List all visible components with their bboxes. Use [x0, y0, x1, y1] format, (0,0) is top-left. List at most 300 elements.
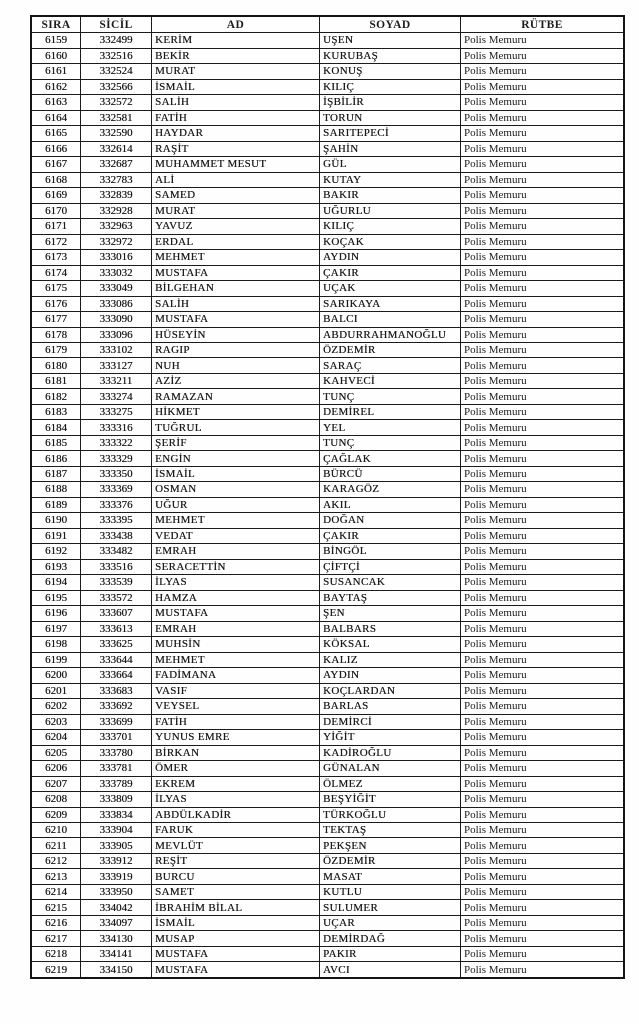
cell-ad: ENGİN: [152, 451, 320, 466]
cell-rutbe: Polis Memuru: [461, 513, 625, 528]
cell-sira: 6203: [31, 714, 81, 729]
table-row: [31, 296, 624, 311]
table-row: [31, 606, 624, 621]
cell-soyad: AYDIN: [320, 250, 461, 265]
cell-soyad: BÜRCÜ: [320, 466, 461, 481]
table-row: [31, 869, 624, 884]
cell-soyad: DEMİRDAĞ: [320, 931, 461, 946]
cell-sicil: 334150: [81, 962, 152, 978]
cell-sira: 6206: [31, 761, 81, 776]
cell-soyad: KUTLU: [320, 884, 461, 899]
cell-sira: 6179: [31, 342, 81, 357]
cell-ad: VASIF: [152, 683, 320, 698]
cell-ad: SERACETTİN: [152, 559, 320, 574]
cell-sira: 6191: [31, 528, 81, 543]
cell-rutbe: Polis Memuru: [461, 234, 625, 249]
cell-sira: 6161: [31, 64, 81, 79]
cell-sira: 6168: [31, 172, 81, 187]
table-row: [31, 404, 624, 419]
table-row: [31, 312, 624, 327]
cell-ad: MEHMET: [152, 652, 320, 667]
cell-ad: RAGIP: [152, 342, 320, 357]
cell-sicil: 333090: [81, 312, 152, 327]
cell-rutbe: Polis Memuru: [461, 559, 625, 574]
cell-sira: 6199: [31, 652, 81, 667]
cell-sicil: 333032: [81, 265, 152, 280]
cell-soyad: KALIZ: [320, 652, 461, 667]
cell-rutbe: Polis Memuru: [461, 838, 625, 853]
cell-soyad: TUNÇ: [320, 435, 461, 450]
table-row: [31, 281, 624, 296]
cell-ad: RAMAZAN: [152, 389, 320, 404]
cell-ad: SALİH: [152, 296, 320, 311]
cell-ad: İBRAHİM BİLAL: [152, 900, 320, 915]
cell-soyad: BALCI: [320, 312, 461, 327]
table-row: [31, 358, 624, 373]
cell-sicil: 333809: [81, 792, 152, 807]
header-row: [31, 16, 624, 33]
cell-sicil: 333701: [81, 730, 152, 745]
cell-sira: 6190: [31, 513, 81, 528]
cell-rutbe: Polis Memuru: [461, 404, 625, 419]
cell-soyad: SARITEPECİ: [320, 126, 461, 141]
cell-rutbe: Polis Memuru: [461, 296, 625, 311]
cell-soyad: BALBARS: [320, 621, 461, 636]
cell-ad: YUNUS EMRE: [152, 730, 320, 745]
cell-ad: EMRAH: [152, 621, 320, 636]
cell-ad: EKREM: [152, 776, 320, 791]
cell-ad: FATİH: [152, 110, 320, 125]
table-row: [31, 853, 624, 868]
cell-sira: 6211: [31, 838, 81, 853]
table-row: [31, 544, 624, 559]
cell-sicil: 333350: [81, 466, 152, 481]
table-row: [31, 451, 624, 466]
cell-sira: 6177: [31, 312, 81, 327]
table-row: [31, 234, 624, 249]
table-row: [31, 141, 624, 156]
cell-sicil: 332614: [81, 141, 152, 156]
column-header-rutbe: RÜTBE: [461, 16, 625, 33]
cell-rutbe: Polis Memuru: [461, 884, 625, 899]
cell-soyad: PEKŞEN: [320, 838, 461, 853]
cell-sira: 6162: [31, 79, 81, 94]
table-row: [31, 95, 624, 110]
cell-soyad: UÇAR: [320, 915, 461, 930]
cell-ad: BİLGEHAN: [152, 281, 320, 296]
cell-ad: İSMAİL: [152, 79, 320, 94]
table-row: [31, 807, 624, 822]
cell-sira: 6166: [31, 141, 81, 156]
cell-sicil: 333482: [81, 544, 152, 559]
table-row: [31, 838, 624, 853]
cell-rutbe: Polis Memuru: [461, 327, 625, 342]
cell-soyad: ÖZDEMİR: [320, 342, 461, 357]
cell-sicil: 333904: [81, 823, 152, 838]
cell-ad: ALİ: [152, 172, 320, 187]
table-row: [31, 931, 624, 946]
cell-rutbe: Polis Memuru: [461, 528, 625, 543]
cell-sicil: 333664: [81, 668, 152, 683]
table-row: [31, 714, 624, 729]
cell-soyad: DOĞAN: [320, 513, 461, 528]
cell-sicil: 333127: [81, 358, 152, 373]
cell-soyad: BEŞYİĞİT: [320, 792, 461, 807]
cell-ad: ABDÜLKADİR: [152, 807, 320, 822]
cell-ad: REŞİT: [152, 853, 320, 868]
cell-soyad: ŞAHİN: [320, 141, 461, 156]
cell-ad: ÖMER: [152, 761, 320, 776]
cell-soyad: ÖLMEZ: [320, 776, 461, 791]
cell-sicil: 333781: [81, 761, 152, 776]
table-row: [31, 497, 624, 512]
cell-rutbe: Polis Memuru: [461, 699, 625, 714]
cell-ad: MUSTAFA: [152, 946, 320, 961]
table-row: [31, 792, 624, 807]
cell-ad: VEYSEL: [152, 699, 320, 714]
cell-ad: RAŞİT: [152, 141, 320, 156]
table-row: [31, 683, 624, 698]
cell-soyad: KÖKSAL: [320, 637, 461, 652]
cell-rutbe: Polis Memuru: [461, 373, 625, 388]
cell-rutbe: Polis Memuru: [461, 668, 625, 683]
cell-soyad: KARAGÖZ: [320, 482, 461, 497]
cell-sicil: 333086: [81, 296, 152, 311]
cell-rutbe: Polis Memuru: [461, 652, 625, 667]
cell-soyad: İŞBİLİR: [320, 95, 461, 110]
cell-rutbe: Polis Memuru: [461, 915, 625, 930]
cell-sicil: 333905: [81, 838, 152, 853]
cell-sira: 6201: [31, 683, 81, 698]
cell-rutbe: Polis Memuru: [461, 172, 625, 187]
cell-sira: 6210: [31, 823, 81, 838]
cell-sira: 6217: [31, 931, 81, 946]
cell-rutbe: Polis Memuru: [461, 435, 625, 450]
cell-soyad: PAKIR: [320, 946, 461, 961]
table-row: [31, 528, 624, 543]
cell-rutbe: Polis Memuru: [461, 853, 625, 868]
cell-sicil: 333789: [81, 776, 152, 791]
cell-soyad: SUSANCAK: [320, 575, 461, 590]
table-row: [31, 590, 624, 605]
cell-sicil: 332516: [81, 48, 152, 63]
cell-soyad: ABDURRAHMANOĞLU: [320, 327, 461, 342]
cell-ad: MURAT: [152, 203, 320, 218]
cell-rutbe: Polis Memuru: [461, 823, 625, 838]
cell-soyad: ÇAKIR: [320, 265, 461, 280]
cell-ad: TUĞRUL: [152, 420, 320, 435]
cell-sira: 6176: [31, 296, 81, 311]
cell-soyad: KOÇLARDAN: [320, 683, 461, 698]
cell-sira: 6186: [31, 451, 81, 466]
table-row: [31, 776, 624, 791]
cell-ad: MEHMET: [152, 513, 320, 528]
cell-rutbe: Polis Memuru: [461, 466, 625, 481]
cell-ad: MUSTAFA: [152, 962, 320, 978]
cell-sicil: 333699: [81, 714, 152, 729]
cell-sira: 6185: [31, 435, 81, 450]
cell-sicil: 333516: [81, 559, 152, 574]
cell-sicil: 332963: [81, 219, 152, 234]
table-row: [31, 435, 624, 450]
cell-sicil: 333395: [81, 513, 152, 528]
cell-rutbe: Polis Memuru: [461, 637, 625, 652]
cell-ad: BEKİR: [152, 48, 320, 63]
personnel-roster-table: [30, 15, 625, 979]
column-header-soyad: SOYAD: [320, 16, 461, 33]
cell-rutbe: Polis Memuru: [461, 157, 625, 172]
cell-sicil: 332590: [81, 126, 152, 141]
cell-ad: BİRKAN: [152, 745, 320, 760]
cell-ad: İLYAS: [152, 792, 320, 807]
table-row: [31, 342, 624, 357]
table-row: [31, 33, 624, 48]
cell-soyad: KOÇAK: [320, 234, 461, 249]
cell-sira: 6214: [31, 884, 81, 899]
cell-sira: 6193: [31, 559, 81, 574]
cell-sira: 6197: [31, 621, 81, 636]
cell-sicil: 333834: [81, 807, 152, 822]
cell-soyad: YİĞİT: [320, 730, 461, 745]
cell-sira: 6183: [31, 404, 81, 419]
table-row: [31, 482, 624, 497]
cell-sicil: 333950: [81, 884, 152, 899]
cell-sira: 6195: [31, 590, 81, 605]
cell-ad: MUSTAFA: [152, 606, 320, 621]
cell-sira: 6215: [31, 900, 81, 915]
cell-soyad: TUNÇ: [320, 389, 461, 404]
table-row: [31, 466, 624, 481]
cell-ad: MUSTAFA: [152, 265, 320, 280]
cell-soyad: BİNGÖL: [320, 544, 461, 559]
table-row: [31, 203, 624, 218]
cell-sicil: 333912: [81, 853, 152, 868]
cell-ad: İSMAİL: [152, 466, 320, 481]
cell-sicil: 334141: [81, 946, 152, 961]
cell-rutbe: Polis Memuru: [461, 776, 625, 791]
cell-sira: 6163: [31, 95, 81, 110]
table-row: [31, 652, 624, 667]
cell-rutbe: Polis Memuru: [461, 312, 625, 327]
table-row: [31, 250, 624, 265]
cell-sira: 6182: [31, 389, 81, 404]
cell-sira: 6160: [31, 48, 81, 63]
cell-sicil: 334042: [81, 900, 152, 915]
cell-sira: 6188: [31, 482, 81, 497]
cell-sicil: 333683: [81, 683, 152, 698]
cell-soyad: AKIL: [320, 497, 461, 512]
cell-rutbe: Polis Memuru: [461, 714, 625, 729]
cell-sira: 6167: [31, 157, 81, 172]
table-row: [31, 389, 624, 404]
table-row: [31, 513, 624, 528]
cell-rutbe: Polis Memuru: [461, 962, 625, 978]
cell-sicil: 333102: [81, 342, 152, 357]
cell-sira: 6170: [31, 203, 81, 218]
cell-rutbe: Polis Memuru: [461, 807, 625, 822]
cell-ad: OSMAN: [152, 482, 320, 497]
cell-sicil: 333919: [81, 869, 152, 884]
cell-ad: KERİM: [152, 33, 320, 48]
cell-soyad: SARAÇ: [320, 358, 461, 373]
cell-sira: 6207: [31, 776, 81, 791]
cell-soyad: KUTAY: [320, 172, 461, 187]
cell-ad: HAMZA: [152, 590, 320, 605]
cell-soyad: BAYTAŞ: [320, 590, 461, 605]
table-row: [31, 575, 624, 590]
cell-sira: 6180: [31, 358, 81, 373]
table-row: [31, 219, 624, 234]
cell-ad: MEHMET: [152, 250, 320, 265]
cell-rutbe: Polis Memuru: [461, 219, 625, 234]
table-row: [31, 745, 624, 760]
cell-soyad: KAHVECİ: [320, 373, 461, 388]
cell-sira: 6175: [31, 281, 81, 296]
cell-sira: 6181: [31, 373, 81, 388]
cell-ad: HÜSEYİN: [152, 327, 320, 342]
cell-ad: FARUK: [152, 823, 320, 838]
cell-sicil: 333049: [81, 281, 152, 296]
cell-rutbe: Polis Memuru: [461, 761, 625, 776]
cell-soyad: BARLAS: [320, 699, 461, 714]
column-header-sira: SIRA: [31, 16, 81, 33]
cell-ad: EMRAH: [152, 544, 320, 559]
cell-ad: BURCU: [152, 869, 320, 884]
cell-sicil: 334097: [81, 915, 152, 930]
cell-sicil: 333607: [81, 606, 152, 621]
table-row: [31, 373, 624, 388]
cell-sira: 6165: [31, 126, 81, 141]
cell-soyad: SARIKAYA: [320, 296, 461, 311]
table-row: [31, 64, 624, 79]
cell-soyad: KILIÇ: [320, 219, 461, 234]
table-row: [31, 668, 624, 683]
cell-soyad: TEKTAŞ: [320, 823, 461, 838]
cell-sira: 6205: [31, 745, 81, 760]
table-row: [31, 900, 624, 915]
cell-sicil: 333316: [81, 420, 152, 435]
table-row: [31, 946, 624, 961]
cell-ad: SAMED: [152, 188, 320, 203]
cell-rutbe: Polis Memuru: [461, 497, 625, 512]
cell-sira: 6216: [31, 915, 81, 930]
cell-rutbe: Polis Memuru: [461, 869, 625, 884]
cell-rutbe: Polis Memuru: [461, 95, 625, 110]
cell-soyad: AYDIN: [320, 668, 461, 683]
table-row: [31, 79, 624, 94]
table-row: [31, 172, 624, 187]
cell-sira: 6202: [31, 699, 81, 714]
cell-rutbe: Polis Memuru: [461, 900, 625, 915]
cell-sira: 6194: [31, 575, 81, 590]
cell-sira: 6178: [31, 327, 81, 342]
cell-rutbe: Polis Memuru: [461, 544, 625, 559]
cell-ad: İSMAİL: [152, 915, 320, 930]
cell-sira: 6164: [31, 110, 81, 125]
cell-sira: 6198: [31, 637, 81, 652]
cell-sicil: 332524: [81, 64, 152, 79]
cell-soyad: KADİROĞLU: [320, 745, 461, 760]
cell-rutbe: Polis Memuru: [461, 389, 625, 404]
cell-soyad: ÇİFTÇİ: [320, 559, 461, 574]
table-row: [31, 157, 624, 172]
cell-soyad: ÖZDEMİR: [320, 853, 461, 868]
cell-soyad: SULUMER: [320, 900, 461, 915]
cell-sicil: 333572: [81, 590, 152, 605]
cell-rutbe: Polis Memuru: [461, 141, 625, 156]
table-row: [31, 761, 624, 776]
cell-sira: 6212: [31, 853, 81, 868]
cell-rutbe: Polis Memuru: [461, 126, 625, 141]
table-row: [31, 110, 624, 125]
cell-rutbe: Polis Memuru: [461, 931, 625, 946]
cell-ad: MUHSİN: [152, 637, 320, 652]
cell-ad: ŞERİF: [152, 435, 320, 450]
cell-ad: VEDAT: [152, 528, 320, 543]
cell-rutbe: Polis Memuru: [461, 64, 625, 79]
cell-ad: ERDAL: [152, 234, 320, 249]
cell-sicil: 333625: [81, 637, 152, 652]
table-row: [31, 699, 624, 714]
cell-soyad: DEMİRCİ: [320, 714, 461, 729]
table-row: [31, 327, 624, 342]
cell-ad: NUH: [152, 358, 320, 373]
cell-rutbe: Polis Memuru: [461, 188, 625, 203]
table-row: [31, 823, 624, 838]
cell-sicil: 333438: [81, 528, 152, 543]
cell-sicil: 332928: [81, 203, 152, 218]
cell-soyad: GÜL: [320, 157, 461, 172]
cell-ad: UĞUR: [152, 497, 320, 512]
cell-sicil: 332839: [81, 188, 152, 203]
cell-soyad: TÜRKOĞLU: [320, 807, 461, 822]
cell-soyad: AVCI: [320, 962, 461, 978]
cell-sira: 6196: [31, 606, 81, 621]
cell-soyad: YEL: [320, 420, 461, 435]
cell-ad: MUSTAFA: [152, 312, 320, 327]
cell-ad: SAMET: [152, 884, 320, 899]
cell-ad: HİKMET: [152, 404, 320, 419]
cell-sicil: 333780: [81, 745, 152, 760]
cell-sira: 6189: [31, 497, 81, 512]
table-row: [31, 265, 624, 280]
cell-ad: İLYAS: [152, 575, 320, 590]
cell-rutbe: Polis Memuru: [461, 482, 625, 497]
cell-sicil: 332687: [81, 157, 152, 172]
cell-rutbe: Polis Memuru: [461, 451, 625, 466]
cell-soyad: UĞURLU: [320, 203, 461, 218]
cell-rutbe: Polis Memuru: [461, 575, 625, 590]
table-row: [31, 730, 624, 745]
cell-sira: 6219: [31, 962, 81, 978]
table-row: [31, 884, 624, 899]
cell-sicil: 333692: [81, 699, 152, 714]
cell-rutbe: Polis Memuru: [461, 79, 625, 94]
cell-sicil: 333644: [81, 652, 152, 667]
cell-rutbe: Polis Memuru: [461, 342, 625, 357]
cell-rutbe: Polis Memuru: [461, 265, 625, 280]
cell-rutbe: Polis Memuru: [461, 110, 625, 125]
cell-sicil: 333275: [81, 404, 152, 419]
cell-ad: SALİH: [152, 95, 320, 110]
cell-soyad: KILIÇ: [320, 79, 461, 94]
cell-sicil: 332572: [81, 95, 152, 110]
cell-sira: 6218: [31, 946, 81, 961]
cell-rutbe: Polis Memuru: [461, 250, 625, 265]
cell-sira: 6172: [31, 234, 81, 249]
cell-soyad: DEMİREL: [320, 404, 461, 419]
cell-rutbe: Polis Memuru: [461, 281, 625, 296]
